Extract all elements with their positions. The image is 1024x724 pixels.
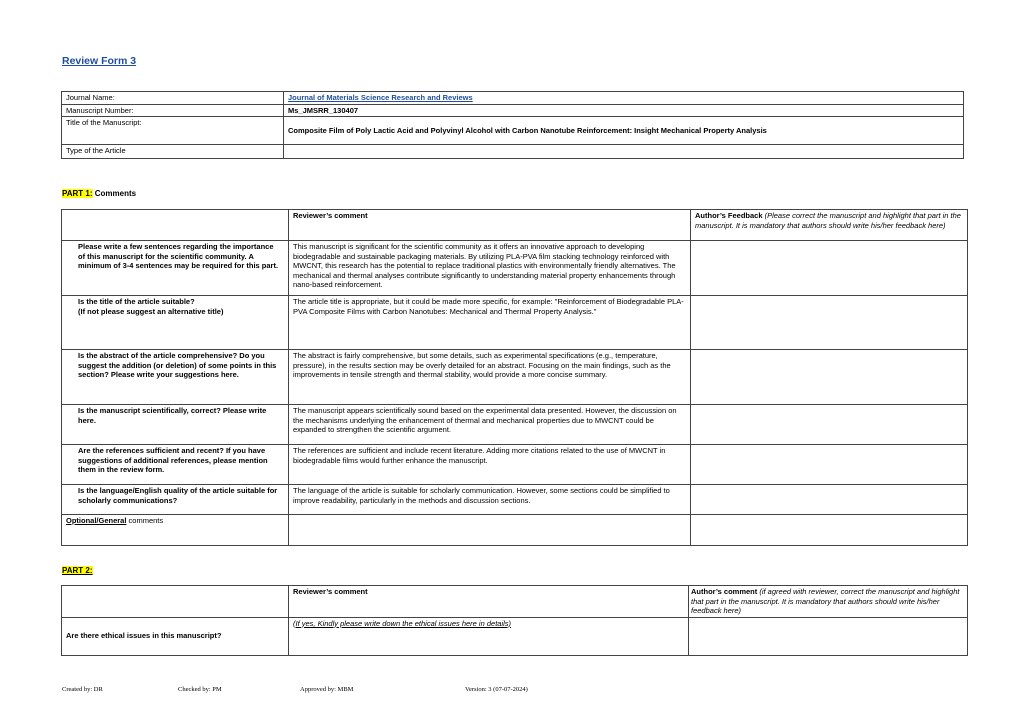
footer-checked-by: Checked by: PM [178,686,222,693]
author-feedback-optional[interactable] [691,515,968,546]
author-feedback-references[interactable] [691,445,968,485]
reviewer-comment-abstract: The abstract is fairly comprehensive, but some details, such as experimental specifications (e.g., temperature, pressure), in the results section may be overly detailed for an abstract. Focusing on the main findings, such as the improvements in tensile strength and thermal stability, would provide a more concise summary. [289,350,691,405]
author-feedback-title-cell[interactable] [691,296,968,350]
author-feedback-importance[interactable] [691,241,968,296]
reviewer-comment-scientific: The manuscript appears scientifically sound based on the experimental data presented. However, the discussion on the mechanisms underlying the enhancement of thermal and mechanical properties due to MWCNT could be expanded to strengthen the scientific argument. [289,405,691,445]
table-row [62,485,968,515]
part1-comments-table [61,209,968,546]
question-scientific: Is the manuscript scientifically, correct? Please write here. [62,405,289,445]
part2-heading [62,566,93,575]
author-feedback-instructions: (Please correct the manuscript and highlight that part in the manuscript. It is mandatory that authors should write his/her feedback here) [695,211,961,230]
author-comment-ethics[interactable] [689,617,968,655]
footer-version: Version: 3 (07-07-2024) [465,686,528,693]
reviewer-comment-references: The references are sufficient and include recent literature. Adding more citations related to the use of MWCNT in biodegradable films would further enhance the manuscript. [289,445,691,485]
table-row [62,241,968,296]
manuscript-title-label: Title of the Manuscript: [62,117,284,145]
reviewer-comment-language: The language of the article is suitable for scholarly communication. However, some sections could be simplified to improve readability, particularly in the methods and discussion sections. [289,485,691,515]
table-row [62,445,968,485]
ethical-issues-question: Are there ethical issues in this manuscript? [62,617,289,655]
optional-comments-rest: comments [126,516,164,525]
form-title: Review Form 3 [62,55,137,67]
part2-label: PART 2: [62,566,93,575]
part1-reviewer-header: Reviewer’s comment [289,210,691,241]
author-feedback-title: Author’s Feedback [695,211,763,220]
reviewer-comment-importance: This manuscript is significant for the scientific community as it offers an innovative approach to developing biodegradable and sustainable packaging materials. By utilizing PLA-PVA film stacking technology reinforced with MWCNT, this research has the potential to replace traditional plastics with environmentally friendly alternatives. The mechanical and thermal analyses contribute significantly to understanding material property enhancements through nano-based reinforcement. [289,241,691,296]
part2-blank-header [62,586,289,618]
article-type-label: Type of the Article [62,145,284,159]
part2-ethics-table [61,585,968,656]
manuscript-number-label: Manuscript Number: [62,104,284,117]
author-feedback-language[interactable] [691,485,968,515]
footer-approved-by: Approved by: MBM [300,686,354,693]
optional-general-label: Optional/General [66,516,127,525]
footer-created-by: Created by: DR [62,686,103,693]
part1-heading [62,189,136,198]
part2-reviewer-header: Reviewer’s comment [289,586,689,618]
question-language: Is the language/English quality of the article suitable for scholarly communications? [62,485,289,515]
ethical-issues-answer[interactable] [289,617,689,655]
journal-name-label: Journal Name: [62,92,284,105]
article-type-value[interactable] [284,145,964,159]
ethical-issues-hint: (If yes, Kindly please write down the ethical issues here in details) [293,618,512,628]
optional-comments-label [62,515,289,546]
table-row [62,617,968,655]
part1-label-rest: Comments [92,189,137,198]
table-row [62,515,968,546]
question-importance: Please write a few sentences regarding the importance of this manuscript for the scientific community. A minimum of 3-4 sentences may be required for this part. [62,241,289,296]
reviewer-comment-title: The article title is appropriate, but it could be made more specific, for example: "Reinforcement of Biodegradable PLA-PVA Composite Films with Carbon Nanotubes: Mechanical and Thermal Property Analysis." [289,296,691,350]
manuscript-number-value: Ms_JMSRR_130407 [284,104,964,117]
part2-author-header [689,586,968,618]
part1-blank-header [62,210,289,241]
reviewer-comment-optional[interactable] [289,515,691,546]
question-abstract: Is the abstract of the article comprehensive? Do you suggest the addition (or deletion) of some points in this section? Please write your suggestions here. [62,350,289,405]
table-row [62,296,968,350]
part1-label: PART 1: [62,189,93,198]
manuscript-title-value: Composite Film of Poly Lactic Acid and Polyvinyl Alcohol with Carbon Nanotube Reinforcement: Insight Mechanical Property Analysis [284,117,964,145]
author-comment-instructions: (if agreed with reviewer, correct the manuscript and highlight that part in the manuscript. It is mandatory that authors should write his/her feedback here) [691,587,960,615]
author-feedback-scientific[interactable] [691,405,968,445]
journal-name-link[interactable]: Journal of Materials Science Research and Reviews [288,93,473,102]
part1-author-header [691,210,968,241]
author-feedback-abstract[interactable] [691,350,968,405]
author-comment-title: Author’s comment [691,587,758,596]
manuscript-info-table [61,91,964,159]
question-title: Is the title of the article suitable? (If not please suggest an alternative title) [62,296,289,350]
table-row [62,405,968,445]
table-row [62,350,968,405]
question-references: Are the references sufficient and recent? If you have suggestions of additional references, please mention them in the review form. [62,445,289,485]
